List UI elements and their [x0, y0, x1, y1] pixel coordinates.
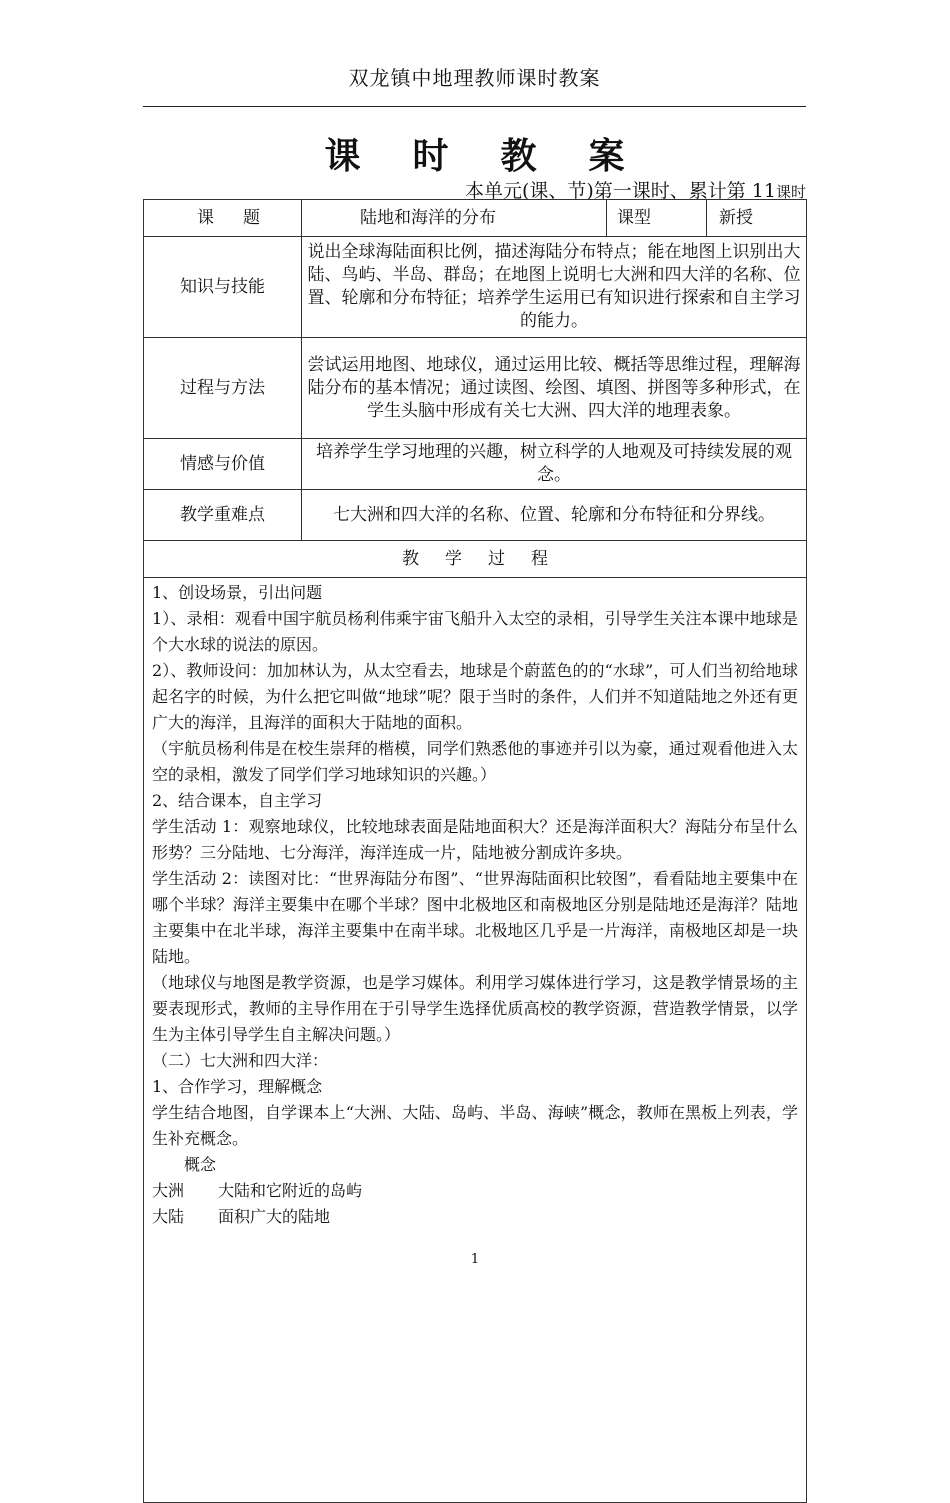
process-body-row	[144, 578, 807, 1503]
document-header: 双龙镇中地理教师课时教案	[348, 66, 601, 90]
concept-row	[152, 1204, 798, 1230]
objective-label: 教学重难点	[144, 490, 302, 541]
process-body	[144, 578, 807, 1503]
concept-term: 大洲	[152, 1181, 185, 1200]
topic-row	[144, 200, 807, 237]
objective-row	[144, 439, 807, 490]
lesson-plan-table	[143, 199, 807, 1503]
header-divider	[143, 106, 806, 107]
lesson-count-text: 本单元(课、节)第一课时、累计第 11	[464, 180, 776, 202]
process-paragraph: （二）七大洲和四大洋：	[152, 1051, 329, 1070]
objective-content: 尝试运用地图、地球仪，通过运用比较、概括等思维过程，理解海陆分布的基本情况；通过读图、绘图、填图、拼图等多种形式，在学生头脑中形成有关七大洲、四大洋的地理表象。	[302, 338, 807, 439]
concept-row	[152, 1178, 798, 1204]
objective-content: 七大洲和四大洋的名称、位置、轮廓和分布特征和分界线。	[302, 490, 807, 541]
page-title: 课时教案	[324, 135, 677, 177]
process-heading: 教学过程	[144, 541, 807, 578]
process-paragraph: 1）、录相：观看中国宇航员杨利伟乘宇宙飞船升入太空的录相，引导学生关注本课中地球是个大水球的说法的原因。	[152, 609, 798, 654]
process-paragraph: （宇航员杨利伟是在校生崇拜的楷模，同学们熟悉他的事迹并引以为豪，通过观看他进入太空的录相，激发了同学们学习地球知识的兴趣。）	[152, 739, 798, 784]
concept-term: 大陆	[152, 1207, 185, 1226]
concept-heading: 概念	[184, 1155, 217, 1174]
process-paragraph: 2）、教师设问：加加林认为，从太空看去，地球是个蔚蓝色的的“水球”，可人们当初给地球起名字的时候，为什么把它叫做“地球”呢？限于当时的条件，人们并不知道陆地之外还有更广大的海洋，且海洋的面积大于陆地的面积。	[152, 661, 798, 732]
lesson-type-label: 课型	[607, 200, 707, 237]
objective-label: 知识与技能	[144, 237, 302, 338]
lesson-type-value: 新授	[707, 200, 807, 237]
process-paragraph: 学生活动 2：读图对比：“世界海陆分布图”、“世界海陆面积比较图”，看看陆地主要集中在哪个半球？海洋主要集中在哪个半球？图中北极地区和南极地区分别是陆地还是海洋？陆地主要集中在北半球，海洋主要集中在南半球。北极地区几乎是一片海洋，南极地区却是一块陆地。	[152, 869, 798, 966]
objective-label: 情感与价值	[144, 439, 302, 490]
process-paragraph: 2、结合课本，自主学习	[152, 791, 323, 810]
process-paragraph: 1、合作学习，理解概念	[152, 1077, 323, 1096]
process-paragraph: （地球仪与地图是教学资源，也是学习媒体。利用学习媒体进行学习，这是教学情景场的主要表现形式，教师的主导作用在于引导学生选择优质高校的教学资源，营造教学情景，以学生为主体引导学生自主解决问题。）	[152, 973, 798, 1044]
objective-row	[144, 237, 807, 338]
objective-label: 过程与方法	[144, 338, 302, 439]
lesson-count-line	[465, 176, 806, 200]
objective-content: 说出全球海陆面积比例，描述海陆分布特点；能在地图上识别出大陆、鸟屿、半岛、群岛；在地图上说明七大洲和四大洋的名称、位置、轮廓和分布特征；培养学生运用已有知识进行探索和自主学习的能力。	[302, 237, 807, 338]
topic-value: 陆地和海洋的分布	[302, 200, 607, 237]
process-paragraph: 学生活动 1：观察地球仪，比较地球表面是陆地面积大？还是海洋面积大？海陆分布呈什么形势？三分陆地、七分海洋，海洋连成一片，陆地被分割成许多块。	[152, 817, 798, 862]
lesson-count-unit: 课时	[775, 183, 806, 201]
concept-definition: 大陆和它附近的岛屿	[218, 1181, 363, 1200]
objective-content: 培养学生学习地理的兴趣，树立科学的人地观及可持续发展的观念。	[302, 439, 807, 490]
process-heading-row	[144, 541, 807, 578]
topic-label: 课 题	[144, 200, 302, 237]
page-number: 1	[470, 1252, 480, 1267]
process-paragraph: 1、创设场景，引出问题	[152, 583, 323, 602]
concept-definition: 面积广大的陆地	[218, 1207, 331, 1226]
objective-row	[144, 338, 807, 439]
objective-row	[144, 490, 807, 541]
process-paragraph: 学生结合地图，自学课本上“大洲、大陆、岛屿、半岛、海峡”概念，教师在黑板上列表，学生补充概念。	[152, 1103, 798, 1148]
